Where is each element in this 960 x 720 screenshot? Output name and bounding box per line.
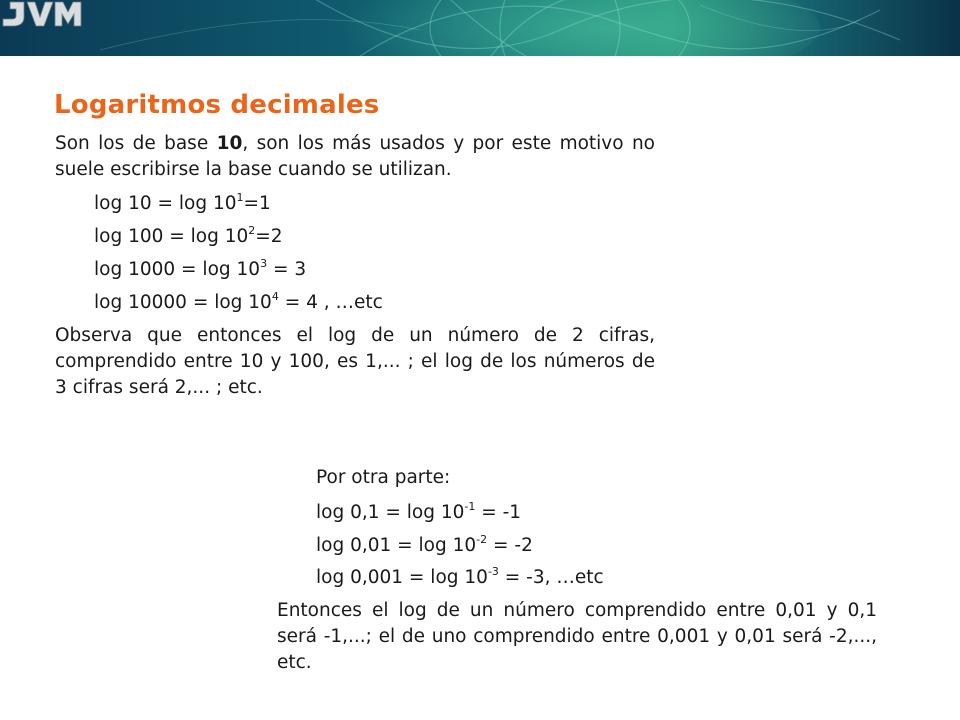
- observation-paragraph: Observa que entonces el log de un número de 2 cifras, comprendido entre 10 y 100, es 1,... ; el log de los números de 3 cifras será 2,... ; etc.: [55, 325, 655, 398]
- equation-exponent: 4: [271, 290, 279, 303]
- conclusion-paragraph: Entonces el log de un número comprendido entre 0,01 y 0,1 será -1,...; el de uno comprendido entre 0,001 y 0,01 será -2,..., etc.: [277, 600, 877, 673]
- equation-lhs: log 10 = log 10: [94, 193, 237, 214]
- negative-equation-row: [316, 566, 604, 590]
- banner-decoration: [0, 0, 960, 56]
- equation-exponent: 3: [260, 257, 268, 270]
- equation-exponent: 2: [248, 224, 256, 237]
- equation-rhs: = -1: [475, 502, 522, 523]
- intro-paragraph: [55, 131, 655, 183]
- slide-title: Logaritmos decimales: [54, 90, 380, 120]
- equation-rhs: = -3, …etc: [498, 567, 604, 588]
- equation-lhs: log 10000 = log 10: [94, 292, 272, 313]
- negative-equation-row: [316, 534, 533, 558]
- equation-lhs: log 1000 = log 10: [94, 259, 261, 280]
- equation-exponent: -1: [464, 500, 476, 513]
- equation-exponent: 1: [236, 191, 244, 204]
- negative-equation-row: [316, 501, 521, 525]
- equation-exponent: -3: [487, 565, 499, 578]
- equation-row: [94, 258, 306, 282]
- equation-lhs: log 0,1 = log 10: [316, 502, 465, 523]
- equation-rhs: =2: [255, 226, 283, 247]
- header-banner: [0, 0, 960, 56]
- intro-text-after: , son los más usados y por este motivo no suele escribirse la base cuando se utilizan.: [55, 133, 655, 180]
- intro-base-bold: 10: [216, 133, 243, 154]
- equation-lhs: log 100 = log 10: [94, 226, 249, 247]
- equation-row: [94, 291, 383, 315]
- intro-text-before: Son los de base: [55, 133, 217, 154]
- equation-rhs: = 4 , …etc: [278, 292, 383, 313]
- equation-row: [94, 192, 271, 216]
- other-heading: Por otra parte:: [316, 467, 451, 488]
- equation-lhs: log 0,01 = log 10: [316, 535, 477, 556]
- jvm-logo: [0, 0, 82, 28]
- equation-rhs: = 3: [267, 259, 307, 280]
- equation-exponent: -2: [476, 533, 488, 546]
- equation-row: [94, 225, 283, 249]
- equation-rhs: = -2: [487, 535, 533, 556]
- equation-rhs: =1: [243, 193, 271, 214]
- equation-lhs: log 0,001 = log 10: [316, 567, 488, 588]
